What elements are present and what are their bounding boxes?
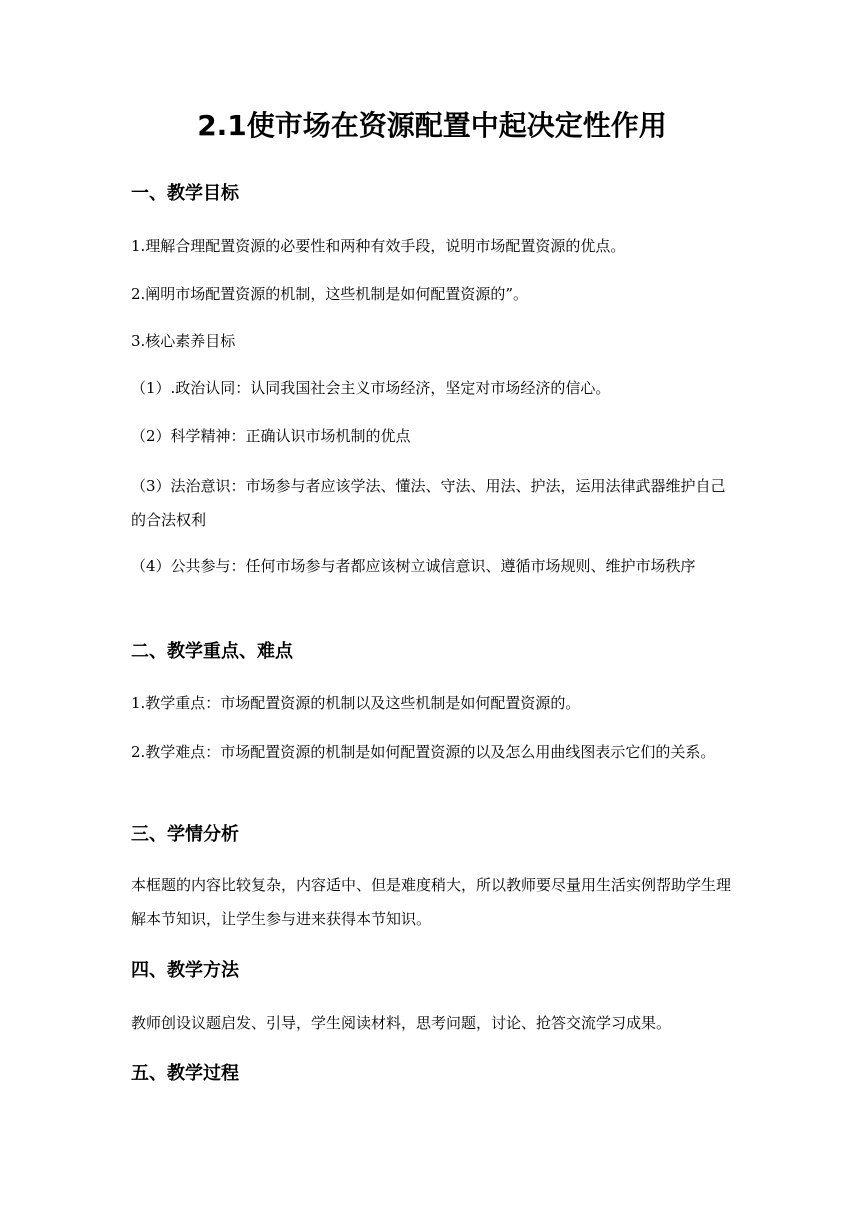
objective-2: 2.阐明市场配置资源的机制，这些机制是如何配置资源的”。 <box>131 285 528 303</box>
section-heading-objectives: 一、教学目标 <box>131 183 239 204</box>
difficult-point: 2.教学难点：市场配置资源的机制是如何配置资源的以及怎么用曲线图表示它们的关系。 <box>131 743 716 761</box>
section-heading-key-points: 二、教学重点、难点 <box>131 641 293 662</box>
objective-1: 1.理解合理配置资源的必要性和两种有效手段，说明市场配置资源的优点。 <box>131 237 626 255</box>
section-heading-process: 五、教学过程 <box>131 1063 239 1084</box>
objective-3-1: （1）.政治认同：认同我国社会主义市场经济，坚定对市场经济的信心。 <box>131 379 611 397</box>
learner-analysis-text: 本框题的内容比较复杂，内容适中、但是难度稍大，所以教师要尽量用生活实例帮助学生理解本节知识，让学生参与进来获得本节知识。 <box>131 876 732 928</box>
section-heading-methods: 四、教学方法 <box>131 960 239 981</box>
objective-3-2: （2）科学精神：正确认识市场机制的优点 <box>131 427 411 445</box>
key-point: 1.教学重点：市场配置资源的机制以及这些机制是如何配置资源的。 <box>131 694 581 712</box>
section-heading-learner-analysis: 三、学情分析 <box>131 824 239 845</box>
methods-text: 教师创设议题启发、引导，学生阅读材料，思考问题，讨论、抢答交流学习成果。 <box>131 1014 672 1032</box>
document-title: 2.1使市场在资源配置中起决定性作用 <box>197 109 667 142</box>
objective-3-4: （4）公共参与：任何市场参与者都应该树立诚信意识、遵循市场规则、维护市场秩序 <box>131 557 696 575</box>
objective-3: 3.核心素养目标 <box>131 332 236 350</box>
objective-3-3: （3）法治意识：市场参与者应该学法、懂法、守法、用法、护法，运用法律武器维护自己的合法权利 <box>131 477 726 529</box>
document-page <box>131 0 733 1216</box>
